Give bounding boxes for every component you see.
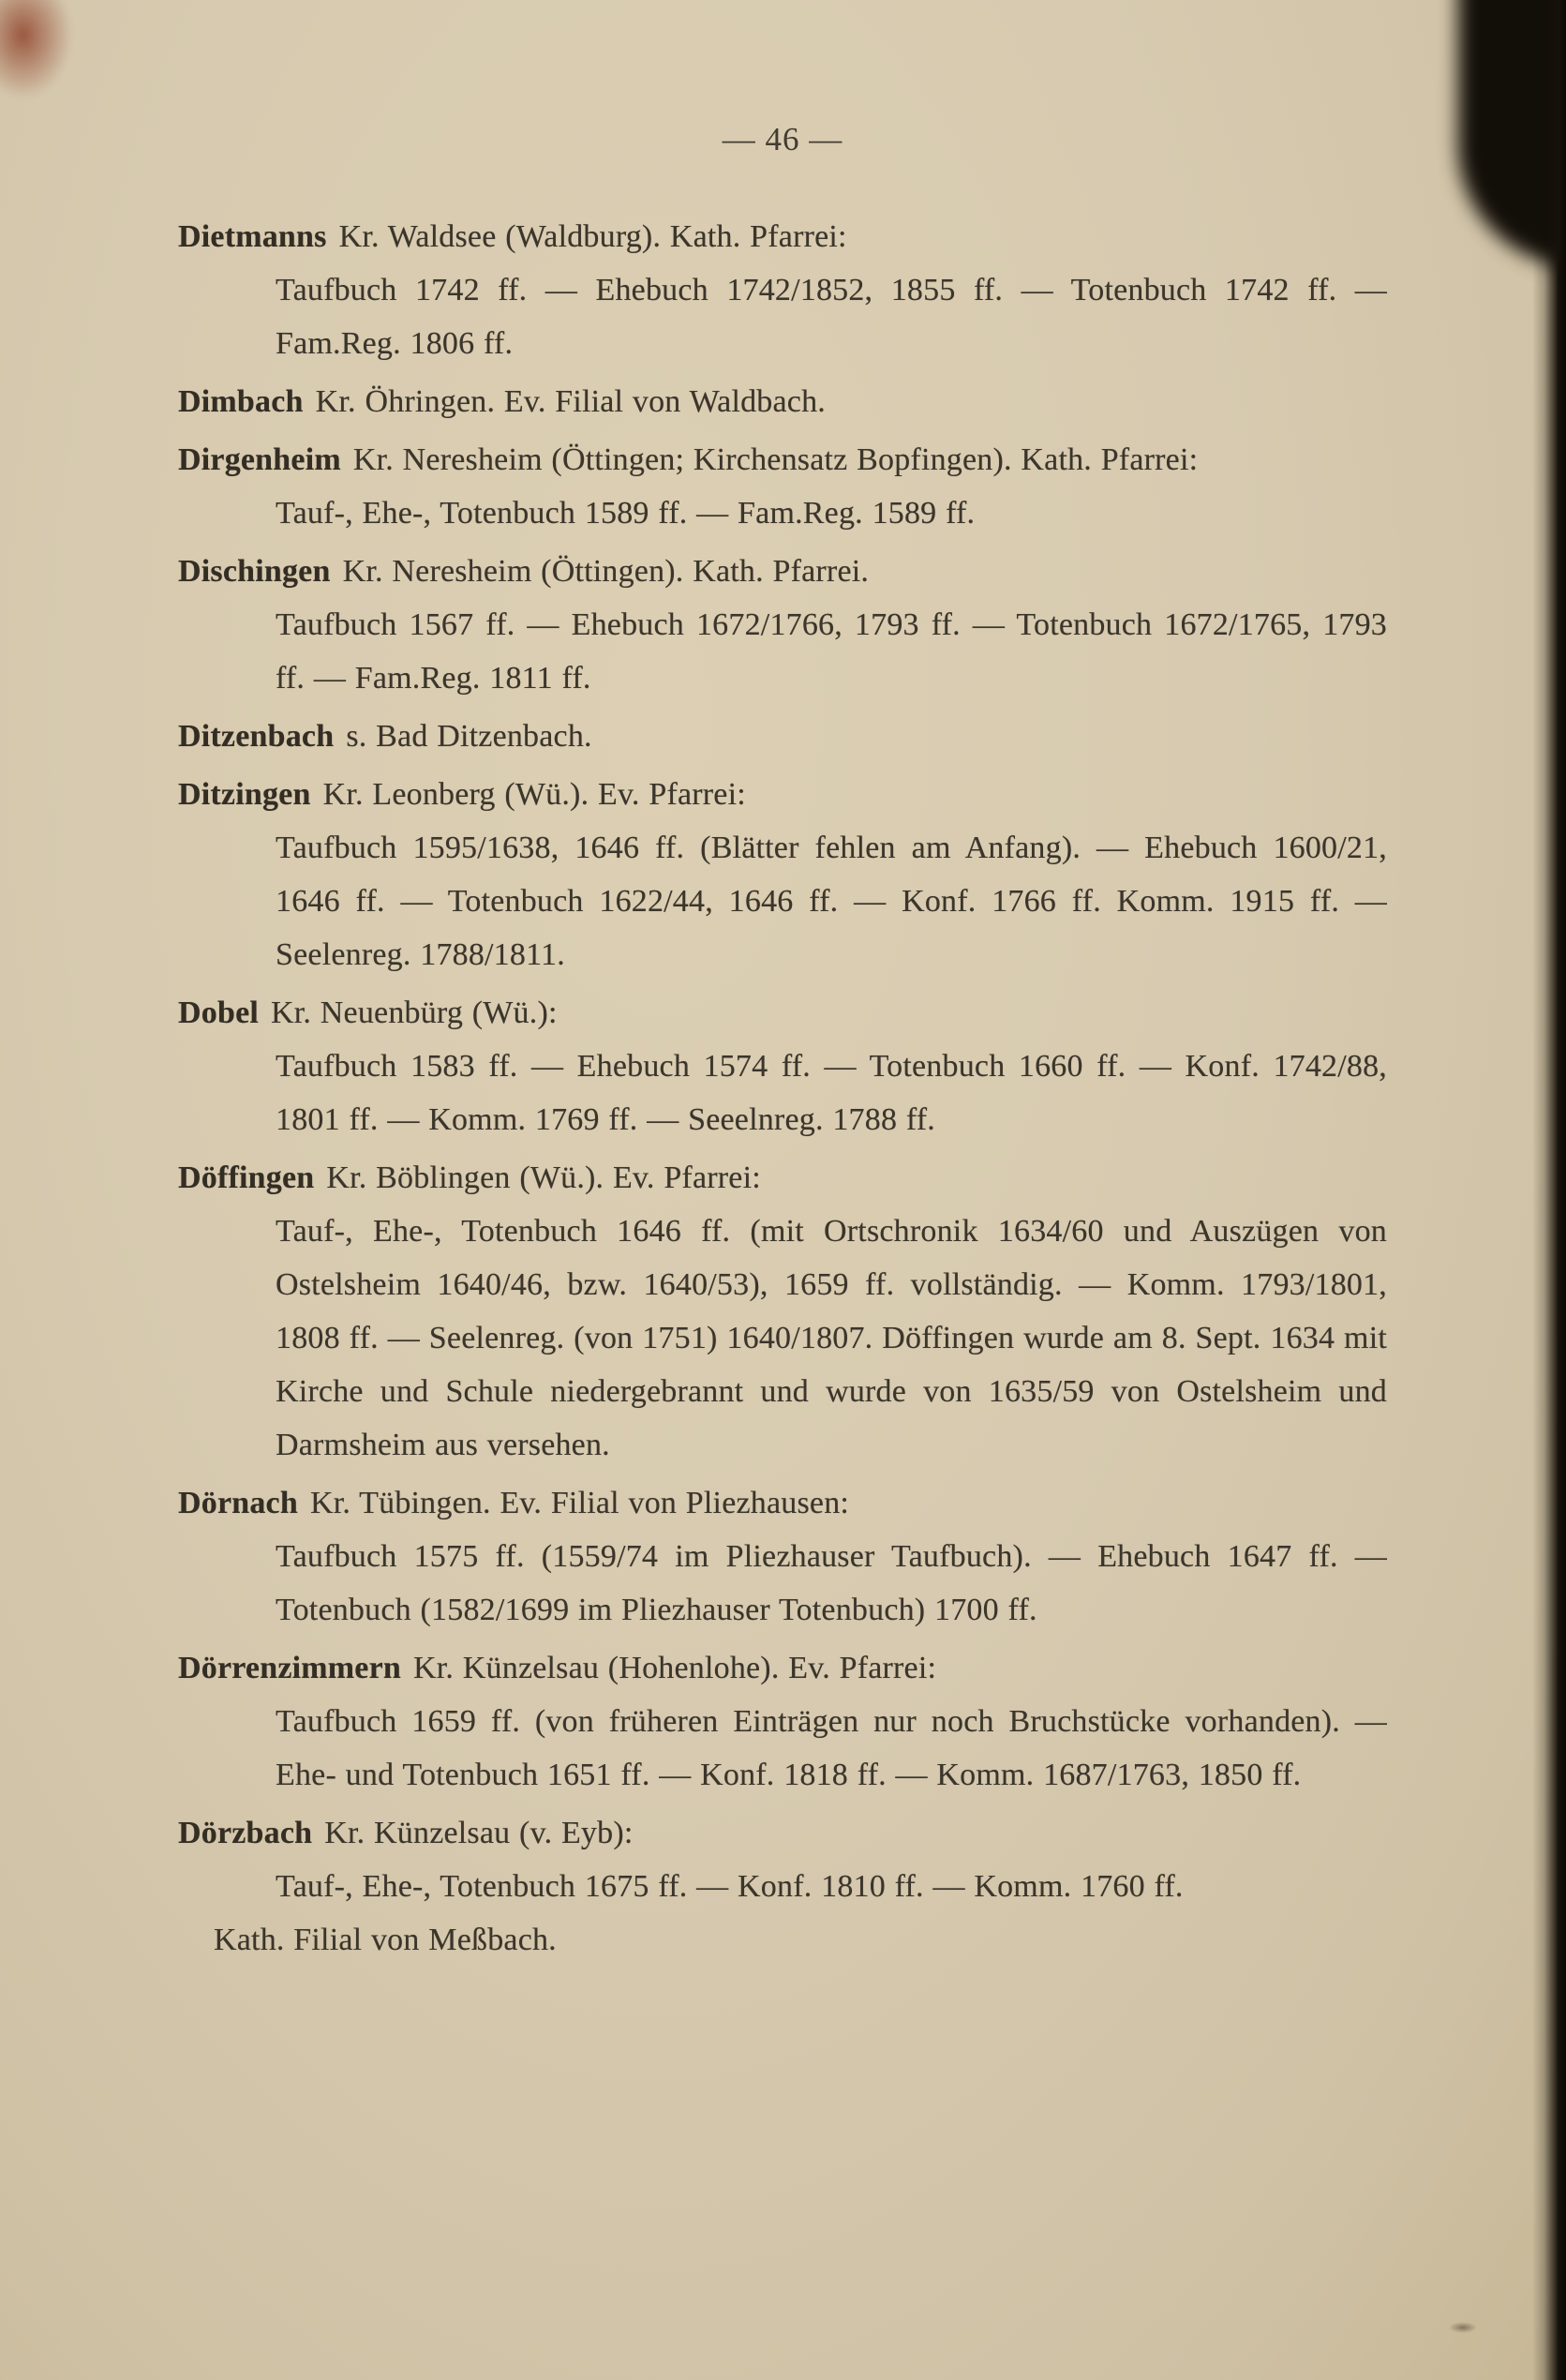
directory-entry [178,433,1387,540]
directory-entry [178,1151,1387,1472]
entry-headword: Dimbach [178,384,304,419]
directory-entry [178,1476,1387,1637]
entry-head [178,768,1387,821]
entry-headword: Dörnach [178,1486,298,1520]
bottom-right-speck [1449,2322,1477,2333]
entry-headword: Ditzingen [178,777,311,812]
entry-headword: Dörrenzimmern [178,1651,401,1685]
directory-entry [178,1641,1387,1802]
entry-headword: Döffingen [178,1160,315,1195]
entry-headword: Ditzenbach [178,719,335,754]
entry-head [178,375,1387,428]
page-number: — 46 — [722,121,843,157]
entry-head-text: Kr. Künzelsau (v. Eyb): [324,1816,634,1850]
entry-head [178,210,1387,263]
page-content [178,120,1387,1971]
entry-head-text: Kr. Leonberg (Wü.). Ev. Pfarrei: [322,777,746,812]
directory-entry [178,1806,1387,1967]
entry-records: Taufbuch 1742 ff. — Ehebuch 1742/1852, 1855 ff. — Totenbuch 1742 ff. — Fam.Reg. 1806 ff. [276,273,1387,361]
directory-entry [178,986,1387,1146]
entries-list [178,210,1387,1967]
entry-extra-note: Kath. Filial von Meßbach. [214,1923,557,1957]
directory-entry [178,768,1387,981]
entry-head [178,1806,1387,1860]
entry-records: Tauf-, Ehe-, Totenbuch 1675 ff. — Konf. 1810 ff. — Komm. 1760 ff. [276,1869,1184,1904]
entry-head [178,710,1387,763]
entry-head-text: Kr. Neuenbürg (Wü.): [271,995,558,1030]
entry-head [178,433,1387,486]
entry-head [178,986,1387,1040]
entry-headword: Dirgenheim [178,442,341,477]
entry-head-text: Kr. Böblingen (Wü.). Ev. Pfarrei: [326,1160,761,1195]
directory-entry [178,545,1387,705]
entry-records: Taufbuch 1567 ff. — Ehebuch 1672/1766, 1793 ff. — Totenbuch 1672/1765, 1793 ff. — Fam.Reg. 1811 ff. [276,607,1387,696]
entry-head-text: Kr. Künzelsau (Hohenlohe). Ev. Pfarrei: [413,1651,937,1685]
directory-entry [178,710,1387,763]
corner-stain [0,0,72,98]
entry-head-text: Kr. Neresheim (Öttingen; Kirchensatz Bopfingen). Kath. Pfarrei: [352,442,1199,477]
entry-head [178,1151,1387,1205]
directory-entry [178,375,1387,428]
entry-head [178,545,1387,598]
entry-records: Taufbuch 1575 ff. (1559/74 im Pliezhauser Taufbuch). — Ehebuch 1647 ff. — Totenbuch (1582/1699 im Pliezhauser Totenbuch) 1700 ff. [276,1539,1387,1627]
entry-records: Taufbuch 1659 ff. (von früheren Einträgen nur noch Bruchstücke vorhanden). — Ehe- und Totenbuch 1651 ff. — Konf. 1818 ff. — Komm. 1687/1763, 1850 ff. [276,1704,1387,1792]
entry-head [178,1641,1387,1695]
entry-head-text: Kr. Öhringen. Ev. Filial von Waldbach. [315,384,826,419]
entry-records: Taufbuch 1583 ff. — Ehebuch 1574 ff. — Totenbuch 1660 ff. — Konf. 1742/88, 1801 ff. — Komm. 1769 ff. — Seeelnreg. 1788 ff. [276,1049,1387,1137]
entry-head-text: s. Bad Ditzenbach. [346,719,592,754]
entry-records: Taufbuch 1595/1638, 1646 ff. (Blätter fehlen am Anfang). — Ehebuch 1600/21, 1646 ff. — Totenbuch 1622/44, 1646 ff. — Konf. 1766 ff. Komm. 1915 ff. — Seelenreg. 1788/1811. [276,831,1387,972]
entry-head-text: Kr. Tübingen. Ev. Filial von Pliezhausen: [309,1486,850,1520]
entry-records: Tauf-, Ehe-, Totenbuch 1589 ff. — Fam.Reg. 1589 ff. [276,496,976,531]
entry-records: Tauf-, Ehe-, Totenbuch 1646 ff. (mit Ortschronik 1634/60 und Auszügen von Ostelsheim 1640/46, bzw. 1640/53), 1659 ff. vollständig. — Komm. 1793/1801, 1808 ff. — Seelenreg. (von 1751) 1640/1807. Döffingen wurde am 8. Sept. 1634 mit Kirche und Schule niedergebrannt und wurde von 1635/59 von Ostelsheim und Darmsheim aus versehen. [276,1214,1387,1462]
entry-headword: Dobel [178,995,259,1030]
entry-head [178,1476,1387,1530]
page-edge-shadow [1532,0,1566,2380]
entry-head-text: Kr. Neresheim (Öttingen). Kath. Pfarrei. [342,554,870,589]
entry-headword: Dörzbach [178,1816,313,1850]
entry-head-text: Kr. Waldsee (Waldburg). Kath. Pfarrei: [338,219,847,254]
directory-entry [178,210,1387,370]
entry-headword: Dischingen [178,554,331,589]
entry-headword: Dietmanns [178,219,327,254]
